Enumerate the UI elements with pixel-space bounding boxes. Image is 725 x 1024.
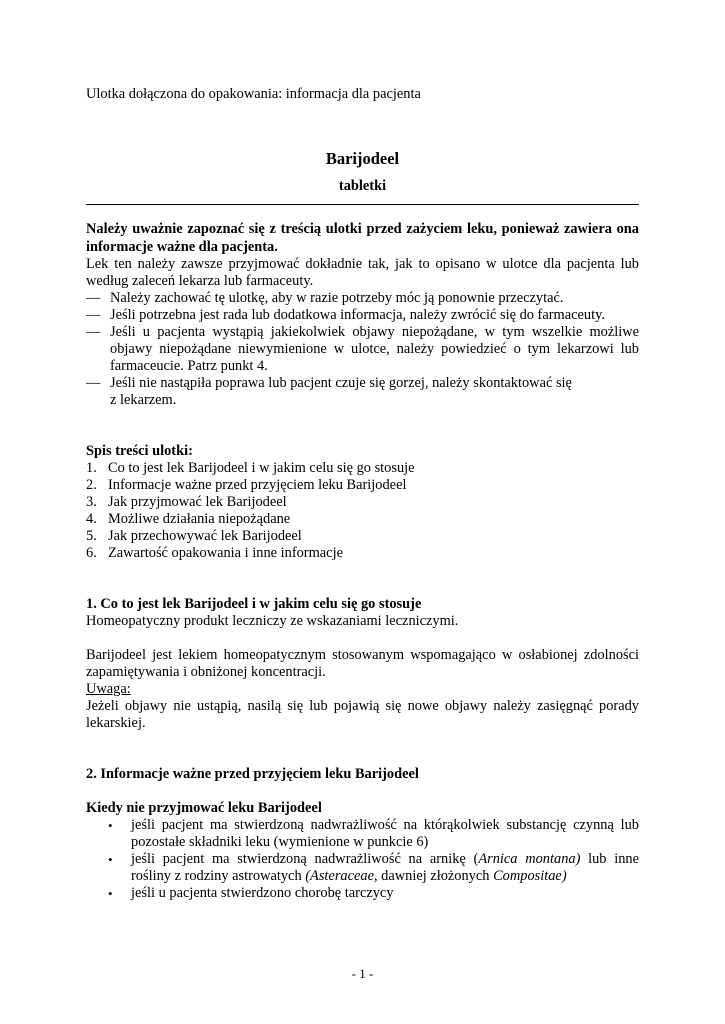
section-2-subheading: Kiedy nie przyjmować leku Barijodeel (86, 800, 322, 816)
dash-item-4-line-1: Jeśli nie nastąpiła poprawa lub pacjent czuje się gorzej, należy skontaktować się (110, 375, 572, 391)
bullet-2-latin-family: (Asteraceae, (305, 868, 378, 884)
bullet-3: jeśli u pacjenta stwierdzono chorobę tarczycy (131, 885, 394, 901)
dash-item-1: Należy zachować tę ulotkę, aby w razie potrzeby móc ją ponownie przeczytać. (110, 290, 564, 306)
bullet-1-line-2: pozostałe składniki leku (wymienione w punkcie 6) (131, 834, 429, 850)
intro-text-line-1: Lek ten należy zawsze przyjmować dokładnie tak, jak to opisano w ulotce dla pacjenta lub (86, 256, 639, 272)
dash-item-3-line-3: farmaceucie. Patrz punkt 4. (110, 358, 268, 374)
warning-line-2: informacje ważne dla pacjenta. (86, 239, 278, 255)
section-2-heading: 2. Informacje ważne przed przyjęciem leku Barijodeel (86, 766, 419, 782)
page-number: - 1 - (351, 966, 374, 981)
toc-item-5: Jak przechowywać lek Barijodeel (108, 528, 302, 544)
bullet-2-latin-name: Arnica montana) (478, 851, 581, 867)
warning-line-1: Należy uważnie zapoznać się z treścią ulotki przed zażyciem leku, ponieważ zawiera ona (86, 221, 639, 237)
bullet-2-text-b: lub inne (580, 851, 639, 867)
bullet-2-latin-old-family: Compositae) (493, 868, 567, 884)
bullet-2-line-2 (131, 868, 567, 885)
dash-marker: — (86, 375, 101, 391)
note-line-2: lekarskiej. (86, 715, 146, 731)
toc-item-number: 2. (86, 477, 97, 493)
intro-text-line-2: według zaleceń lekarza lub farmaceuty. (86, 273, 314, 289)
note-label: Uwaga: (86, 681, 131, 697)
bullet-1-line-1: jeśli pacjent ma stwierdzoną nadwrażliwość na którąkolwiek substancję czynną lub (131, 817, 639, 833)
dash-item-4-line-2: z lekarzem. (110, 392, 177, 408)
toc-item-4: Możliwe działania niepożądane (108, 511, 291, 527)
toc-item-number: 1. (86, 460, 97, 476)
product-name: Barijodeel (325, 149, 400, 168)
section-1-para-line-1: Barijodeel jest lekiem homeopatycznym stosowanym wspomagająco w osłabionej zdolności (86, 647, 639, 663)
bullet-icon: • (108, 818, 113, 833)
bullet-2-text-a: jeśli pacjent ma stwierdzoną nadwrażliwość na arnikę ( (131, 851, 479, 867)
toc-item-number: 5. (86, 528, 97, 544)
section-1-para-line-2: zapamiętywania i obniżonej koncentracji. (86, 664, 326, 680)
dash-item-3-line-1: Jeśli u pacjenta wystąpią jakiekolwiek objawy niepożądane, w tym wszelkie możliwe (110, 324, 639, 340)
toc-item-1: Co to jest lek Barijodeel i w jakim celu się go stosuje (108, 460, 415, 476)
leaflet-title: Ulotka dołączona do opakowania: informacja dla pacjenta (86, 86, 421, 102)
bullet-icon: • (108, 852, 113, 867)
toc-item-2: Informacje ważne przed przyjęciem leku Barijodeel (108, 477, 407, 493)
dash-marker: — (86, 290, 101, 306)
divider (86, 204, 639, 205)
bullet-2-line-2-text-b: dawniej złożonych (377, 868, 494, 884)
section-1-line-1: Homeopatyczny produkt leczniczy ze wskazaniami leczniczymi. (86, 613, 459, 629)
dash-marker: — (86, 307, 101, 323)
toc-item-6: Zawartość opakowania i inne informacje (108, 545, 343, 561)
toc-item-number: 3. (86, 494, 97, 510)
toc-item-number: 6. (86, 545, 97, 561)
note-line-1: Jeżeli objawy nie ustąpią, nasilą się lub pojawią się nowe objawy należy zasięgnąć porady (86, 698, 639, 714)
bullet-2-line-1 (131, 851, 639, 868)
bullet-icon: • (108, 886, 113, 901)
product-form: tabletki (338, 178, 387, 194)
section-1-heading: 1. Co to jest lek Barijodeel i w jakim celu się go stosuje (86, 596, 422, 612)
bullet-2-line-2-text-a: rośliny z rodziny astrowatych (131, 868, 306, 884)
toc-item-number: 4. (86, 511, 97, 527)
dash-item-3-line-2: objawy niepożądane niewymienione w ulotce, należy powiedzieć o tym lekarzowi lub (110, 341, 639, 357)
toc-item-3: Jak przyjmować lek Barijodeel (108, 494, 287, 510)
dash-item-2: Jeśli potrzebna jest rada lub dodatkowa informacja, należy zwrócić się do farmaceuty. (110, 307, 605, 323)
toc-heading: Spis treści ulotki: (86, 443, 193, 459)
dash-marker: — (86, 324, 101, 340)
